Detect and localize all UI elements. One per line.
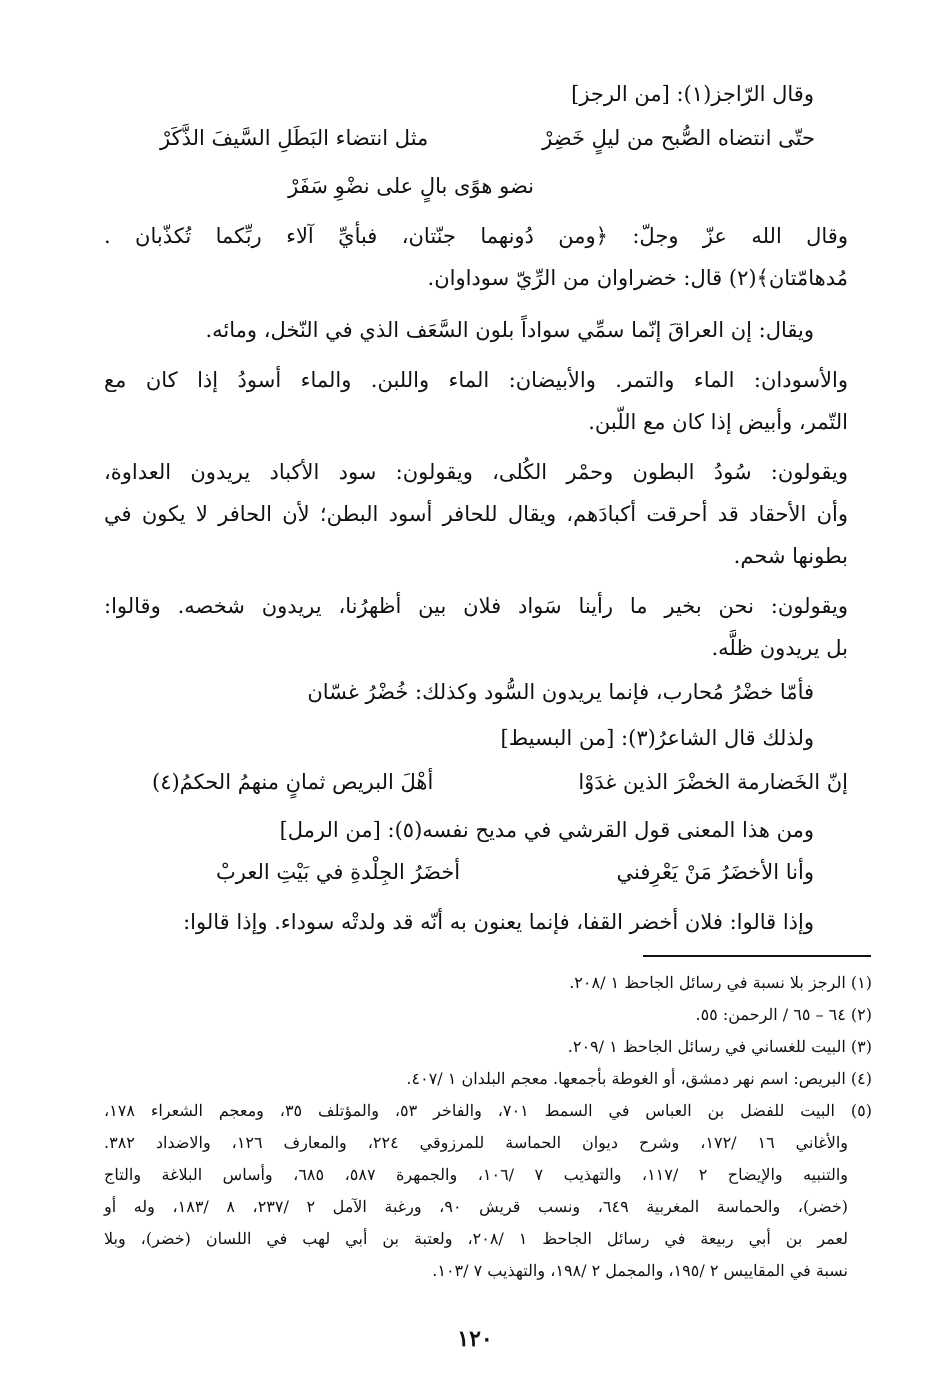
footnote-5-line-1: (٥) البيت للفضل بن العباس في السمط ٧٠١، والفاخر ٥٣، والمؤتلف ٣٥، ومعجم الشعراء ١٧٨،: [104, 1101, 872, 1120]
verse-3-hemistich-2: أخضَرُ الجِلْدةِ في بَيْتِ العربْ: [216, 860, 461, 884]
verse-2-hemistich-1: إنّ الخَضارمة الخضْرَ الذين غدَوْا: [578, 770, 848, 794]
footnote-5-line-2: والأغاني ١٦ /١٧٢، وشرح ديوان الحماسة للمرزوقي ٢٢٤، والمعارف ١٢٦، والاضداد ٣٨٢.: [104, 1133, 849, 1152]
footnote-divider: [643, 955, 871, 957]
sud-albutun-paragraph-line-3: بطونها شحم.: [733, 544, 848, 568]
quran-paragraph-line-1: وقال الله عزّ وجلّ: ﴿ومن دُونهما جنّتان، فبأيِّ آلاء ربِّكما تُكذّبان .: [104, 224, 848, 248]
page-number: ١٢٠: [457, 1326, 493, 1352]
verse-2-hemistich-2: أهْلَ البريص ثمانٍ منهمُ الحكمُ(٤): [152, 770, 434, 794]
verse-1-hemistich-1: حتّى انتضاه الصُّبح من ليلٍ خَضِرْ: [542, 126, 815, 150]
footnote-5-line-3: والتنبيه والإيضاح ٢ /١١٧، والتهذيب ٧ /١٠٦، والجمهرة ٥٨٧، ٦٨٥، وأساس البلاغة والتاج: [104, 1165, 849, 1184]
footnote-1: (١) الرجز بلا نسبة في رسائل الجاحظ ١ /٢٠٨.: [569, 973, 872, 992]
qurashi-intro: ومن هذا المعنى قول القرشي في مديح نفسه(٥): [من الرمل]: [279, 818, 814, 842]
footnote-3: (٣) البيت للغساني في رسائل الجاحظ ١ /٢٠٩.: [567, 1037, 872, 1056]
quran-paragraph-line-2: مُدهامّتان﴾(٢) قال: خضراوان من الرِّيّ سوداوان.: [427, 266, 848, 290]
aswadan-paragraph-line-2: التّمر، وأبيض إذا كان مع اللّبن.: [588, 410, 848, 434]
aswadan-paragraph-line-1: والأسودان: الماء والتمر. والأبيضان: الماء واللبن. والماء أسودُ إذا كان مع: [104, 368, 848, 392]
akhdar-alqafa-line: وإذا قالوا: فلان أخضر القفا، فإنما يعنون به أنّه قد ولدتْه سوداء. وإذا قالوا:: [183, 910, 814, 934]
verse-1-hemistich-2: مثل انتضاء البَطَلِ السَّيفَ الذَّكَرْ: [160, 126, 429, 150]
iraq-paragraph: ويقال: إن العراقَ إنّما سمِّي سواداً بلون السَّعَف الذي في النّخل، ومائه.: [205, 318, 814, 342]
footnote-5-line-4: (خضر)، والحماسة المغربية ٦٤٩، ونسب قريش ٩٠، ورغبة الآمل ٢ /٢٣٧، ٨ /١٨٣، وله أو: [104, 1197, 849, 1216]
sud-albutun-paragraph-line-1: ويقولون: سُودُ البطون وحمْر الكُلى، ويقولون: سود الأكباد يريدون العداوة،: [104, 460, 848, 484]
sawad-paragraph-line-2: بل يريدون ظلَّه.: [711, 636, 848, 660]
verse-3-hemistich-1: وأنا الأخضَرُ مَنْ يَعْرِفني: [616, 860, 814, 884]
verse-1-line-2: نضو هوًى بالٍ على نضْوِ سَفَرْ: [288, 174, 534, 198]
footnote-2: (٢) ٦٤ – ٦٥ / الرحمن: ٥٥.: [695, 1005, 872, 1024]
poet-intro-basit: ولذلك قال الشاعرُ(٣): [من البسيط]: [500, 726, 814, 750]
footnote-5-line-5: لعمر بن أبي ربيعة في رسائل الجاحظ ١ /٢٠٨، ولعتبة بن أبي لهب في اللسان (خضر)، وبلا: [104, 1229, 849, 1248]
sud-albutun-paragraph-line-2: وأن الأحقاد قد أحرقت أكبادَهم، ويقال للحافر أسود البطن؛ لأن الحافر لا يكون في: [104, 502, 848, 526]
footnote-4: (٤) البريص: اسم نهر دمشق، أو الغوطة بأجمعها. معجم البلدان ١ /٤٠٧.: [406, 1069, 872, 1088]
footnote-5-line-6: نسبة في المقاييس ٢ /١٩٥، والمجمل ٢ /١٩٨، والتهذيب ٧ /١٠٣.: [432, 1261, 848, 1280]
khudr-muharib-line: فأمّا خضْرُ مُحارب، فإنما يريدون السُّود وكذلك: خُضْرُ غسّان: [307, 680, 814, 704]
sawad-paragraph-line-1: ويقولون: نحن بخير ما رأينا سَواد فلان بين أظهرُنا، يريدون شخصه. وقالوا:: [104, 594, 848, 618]
rajaz-intro: وقال الرّاجز(١): [من الرجز]: [571, 82, 814, 106]
